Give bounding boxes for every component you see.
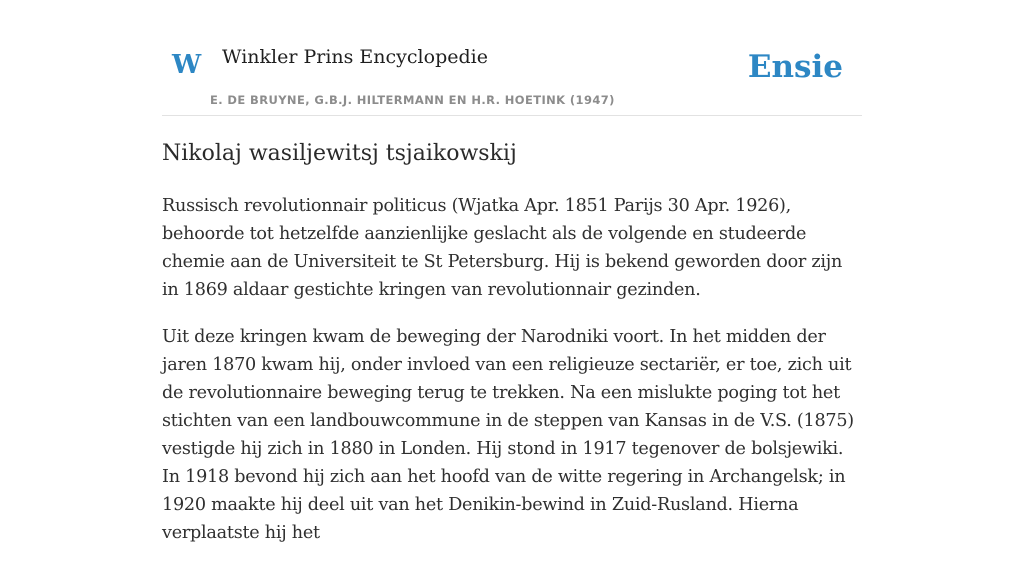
article-title: Nikolaj wasiljewitsj tsjaikowskij (162, 141, 517, 166)
brand-logo[interactable]: Ensie (747, 49, 843, 85)
page (162, 0, 862, 543)
publication-logo-icon[interactable]: W (172, 50, 202, 80)
article-paragraph: Uit deze kringen kwam de beweging der Narodniki voort. In het midden der jaren 1870 kwam hij, onder invloed van een religieuze sectariër, er toe, zich uit de revolutionnaire beweging terug te trekken. Na een mislukte poging tot het stichten van een landbouwcommune in de steppen van Kansas in de V.S. (1875) vestigde hij zich in 1880 in Londen. Hij stond in 1917 tegenover de bolsjewiki. In 1918 bevond hij zich aan het hoofd van de witte regering in Archangelsk; in 1920 maakte hij deel uit van het Denikin-bewind in Zuid-Rusland. Hierna verplaatste hij het (162, 327, 854, 543)
site-header (162, 0, 862, 116)
publication-authors: E. DE BRUYNE, G.B.J. HILTERMANN EN H.R. HOETINK (1947) (210, 93, 615, 107)
article-paragraph: Russisch revolutionnair politicus (Wjatka Apr. 1851 Parijs 30 Apr. 1926), behoorde tot hetzelfde aanzienlijke geslacht als de volgende en studeerde chemie aan de Universiteit te St Petersburg. Hij is bekend geworden door zijn in 1869 aldaar gestichte kringen van revolutionnair gezinden. (162, 196, 843, 300)
publication-title[interactable]: Winkler Prins Encyclopedie (222, 46, 488, 68)
article-body (162, 192, 862, 566)
